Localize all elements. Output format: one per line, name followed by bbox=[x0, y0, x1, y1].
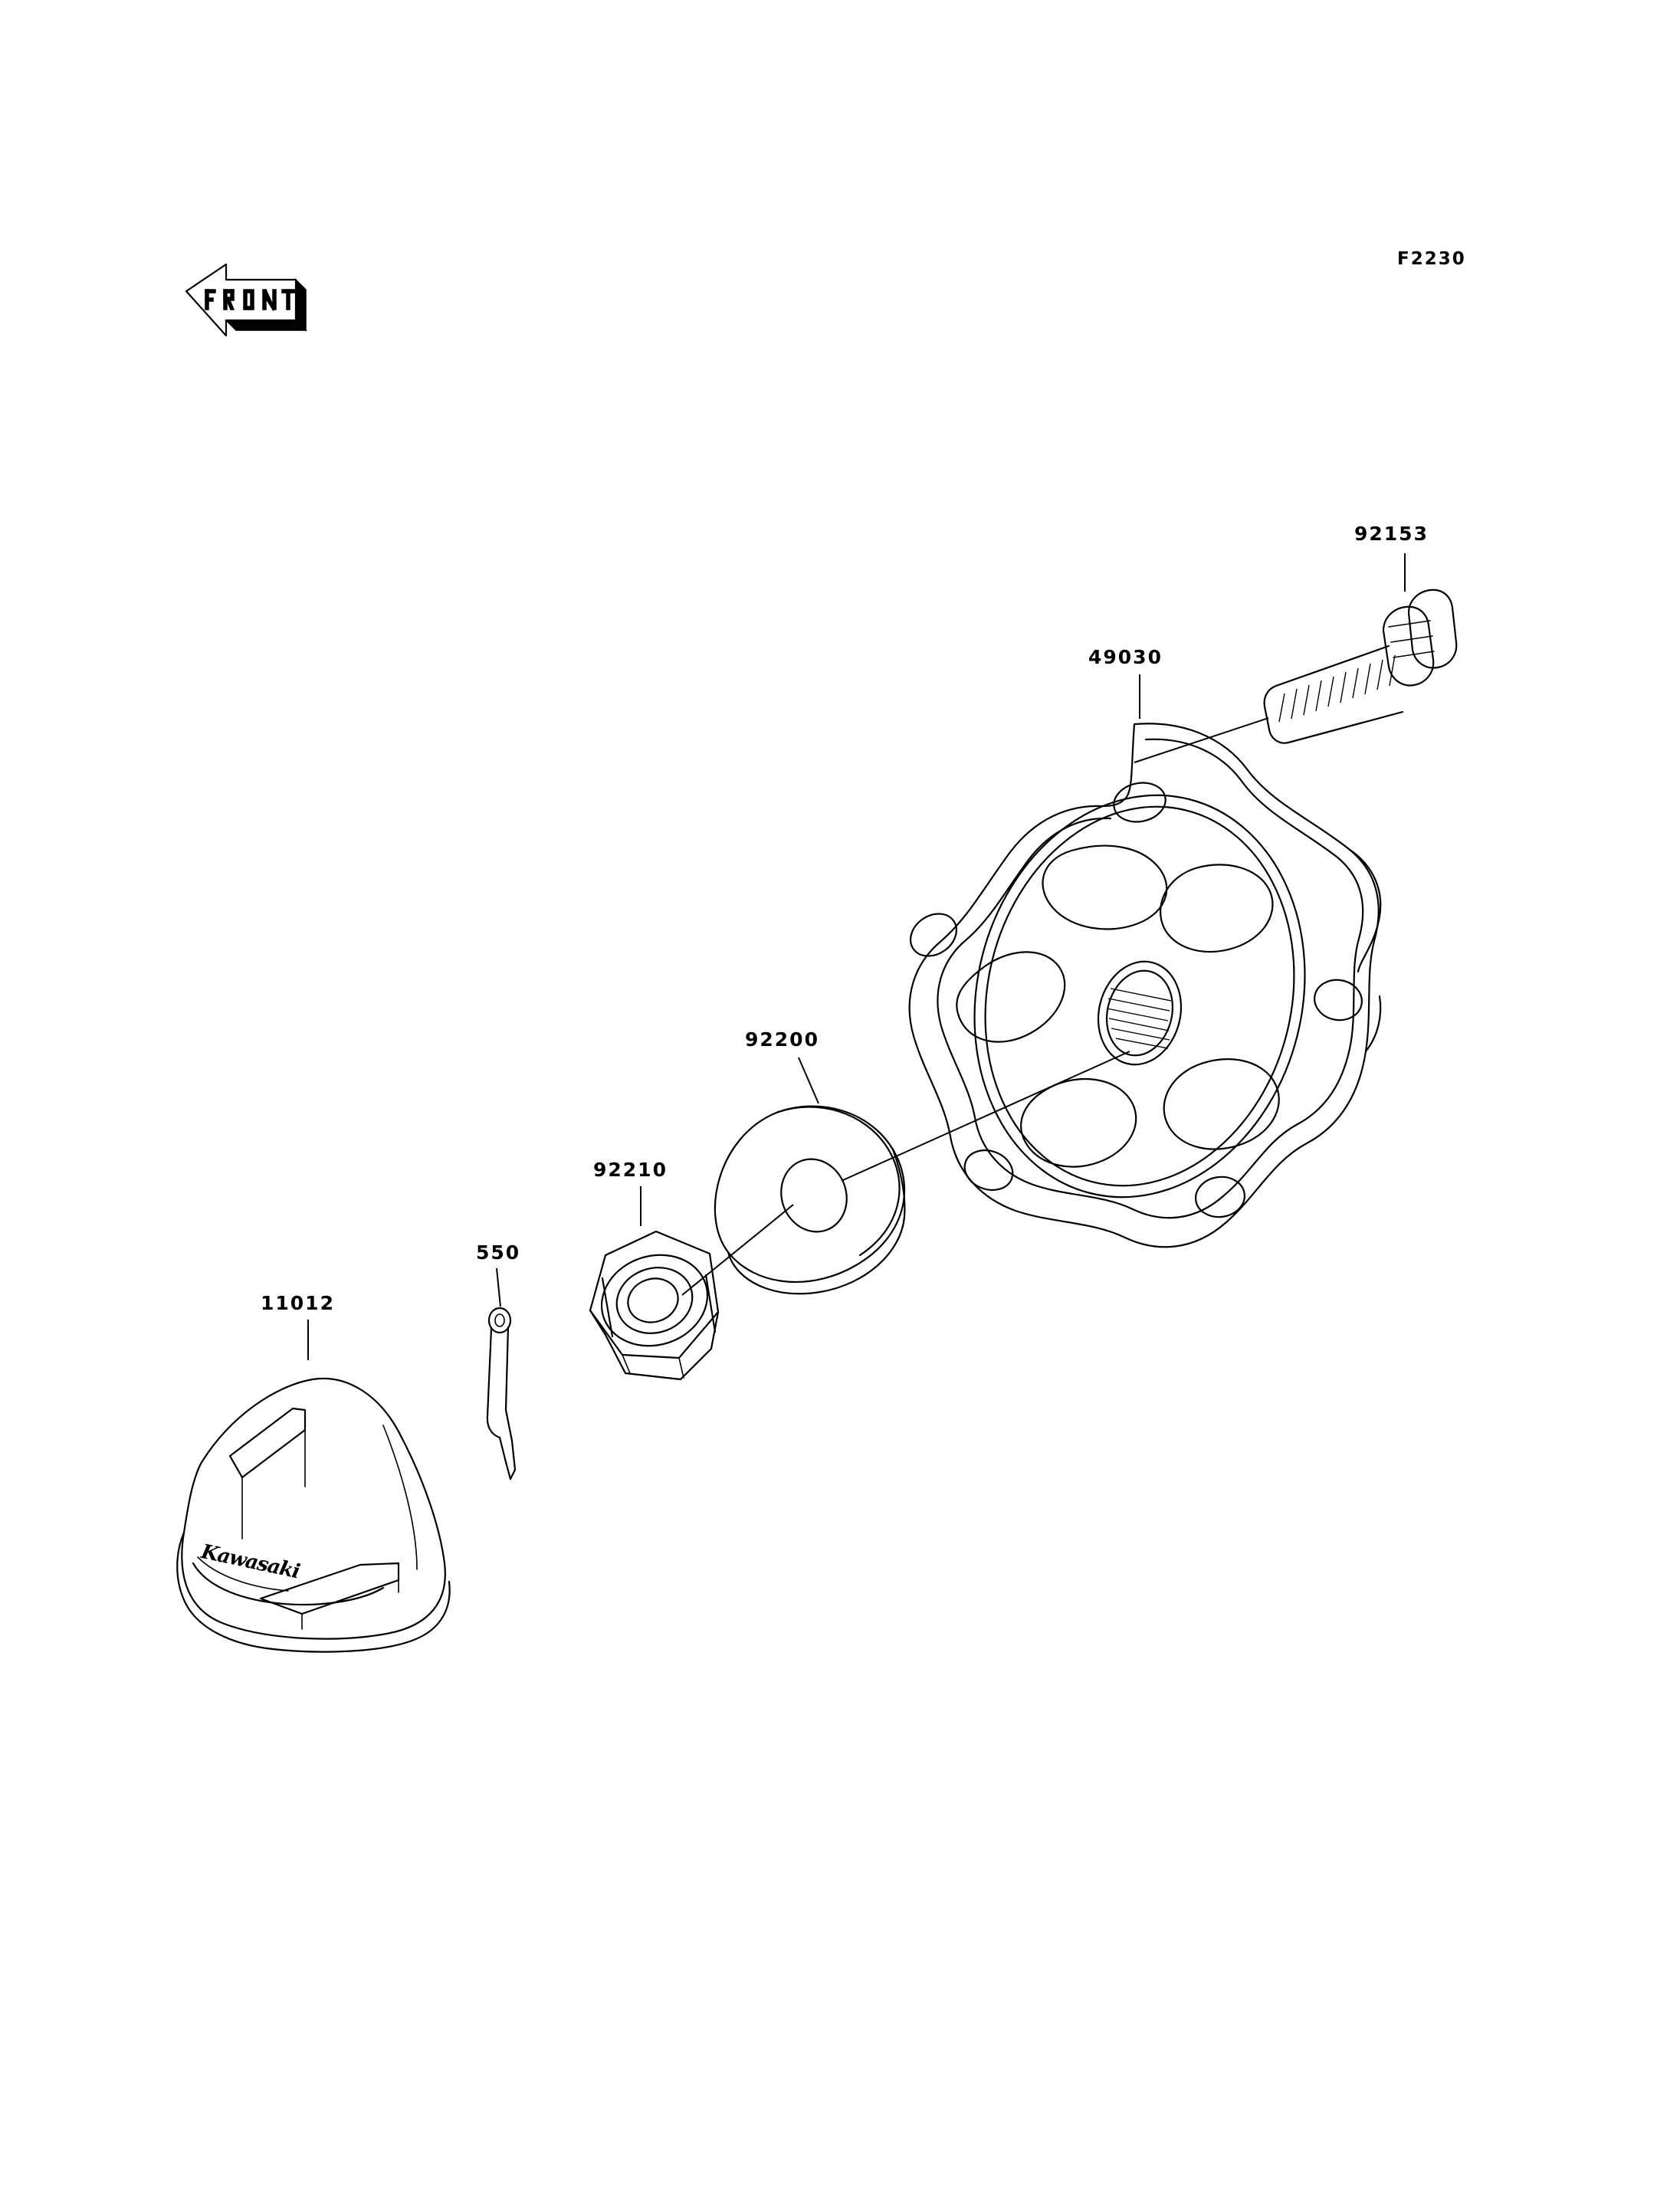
sheet-code: F2230 bbox=[1397, 249, 1466, 269]
part-49030-hub bbox=[902, 723, 1380, 1247]
front-arrow-icon bbox=[186, 264, 306, 336]
part-label-92200: 92200 bbox=[745, 1028, 819, 1051]
part-label-92210: 92210 bbox=[593, 1159, 668, 1181]
part-label-49030: 49030 bbox=[1088, 646, 1163, 668]
part-92153-stud bbox=[1134, 590, 1456, 762]
kawasaki-brand-text: Kawasaki bbox=[199, 1540, 302, 1584]
part-label-92153: 92153 bbox=[1354, 523, 1429, 545]
part-92210-nut bbox=[590, 1231, 720, 1379]
part-label-550: 550 bbox=[476, 1241, 521, 1264]
part-550-cotter-pin bbox=[487, 1308, 515, 1479]
part-92200-washer bbox=[715, 1107, 904, 1294]
part-11012-cap bbox=[177, 1379, 449, 1652]
part-label-11012: 11012 bbox=[261, 1292, 335, 1314]
